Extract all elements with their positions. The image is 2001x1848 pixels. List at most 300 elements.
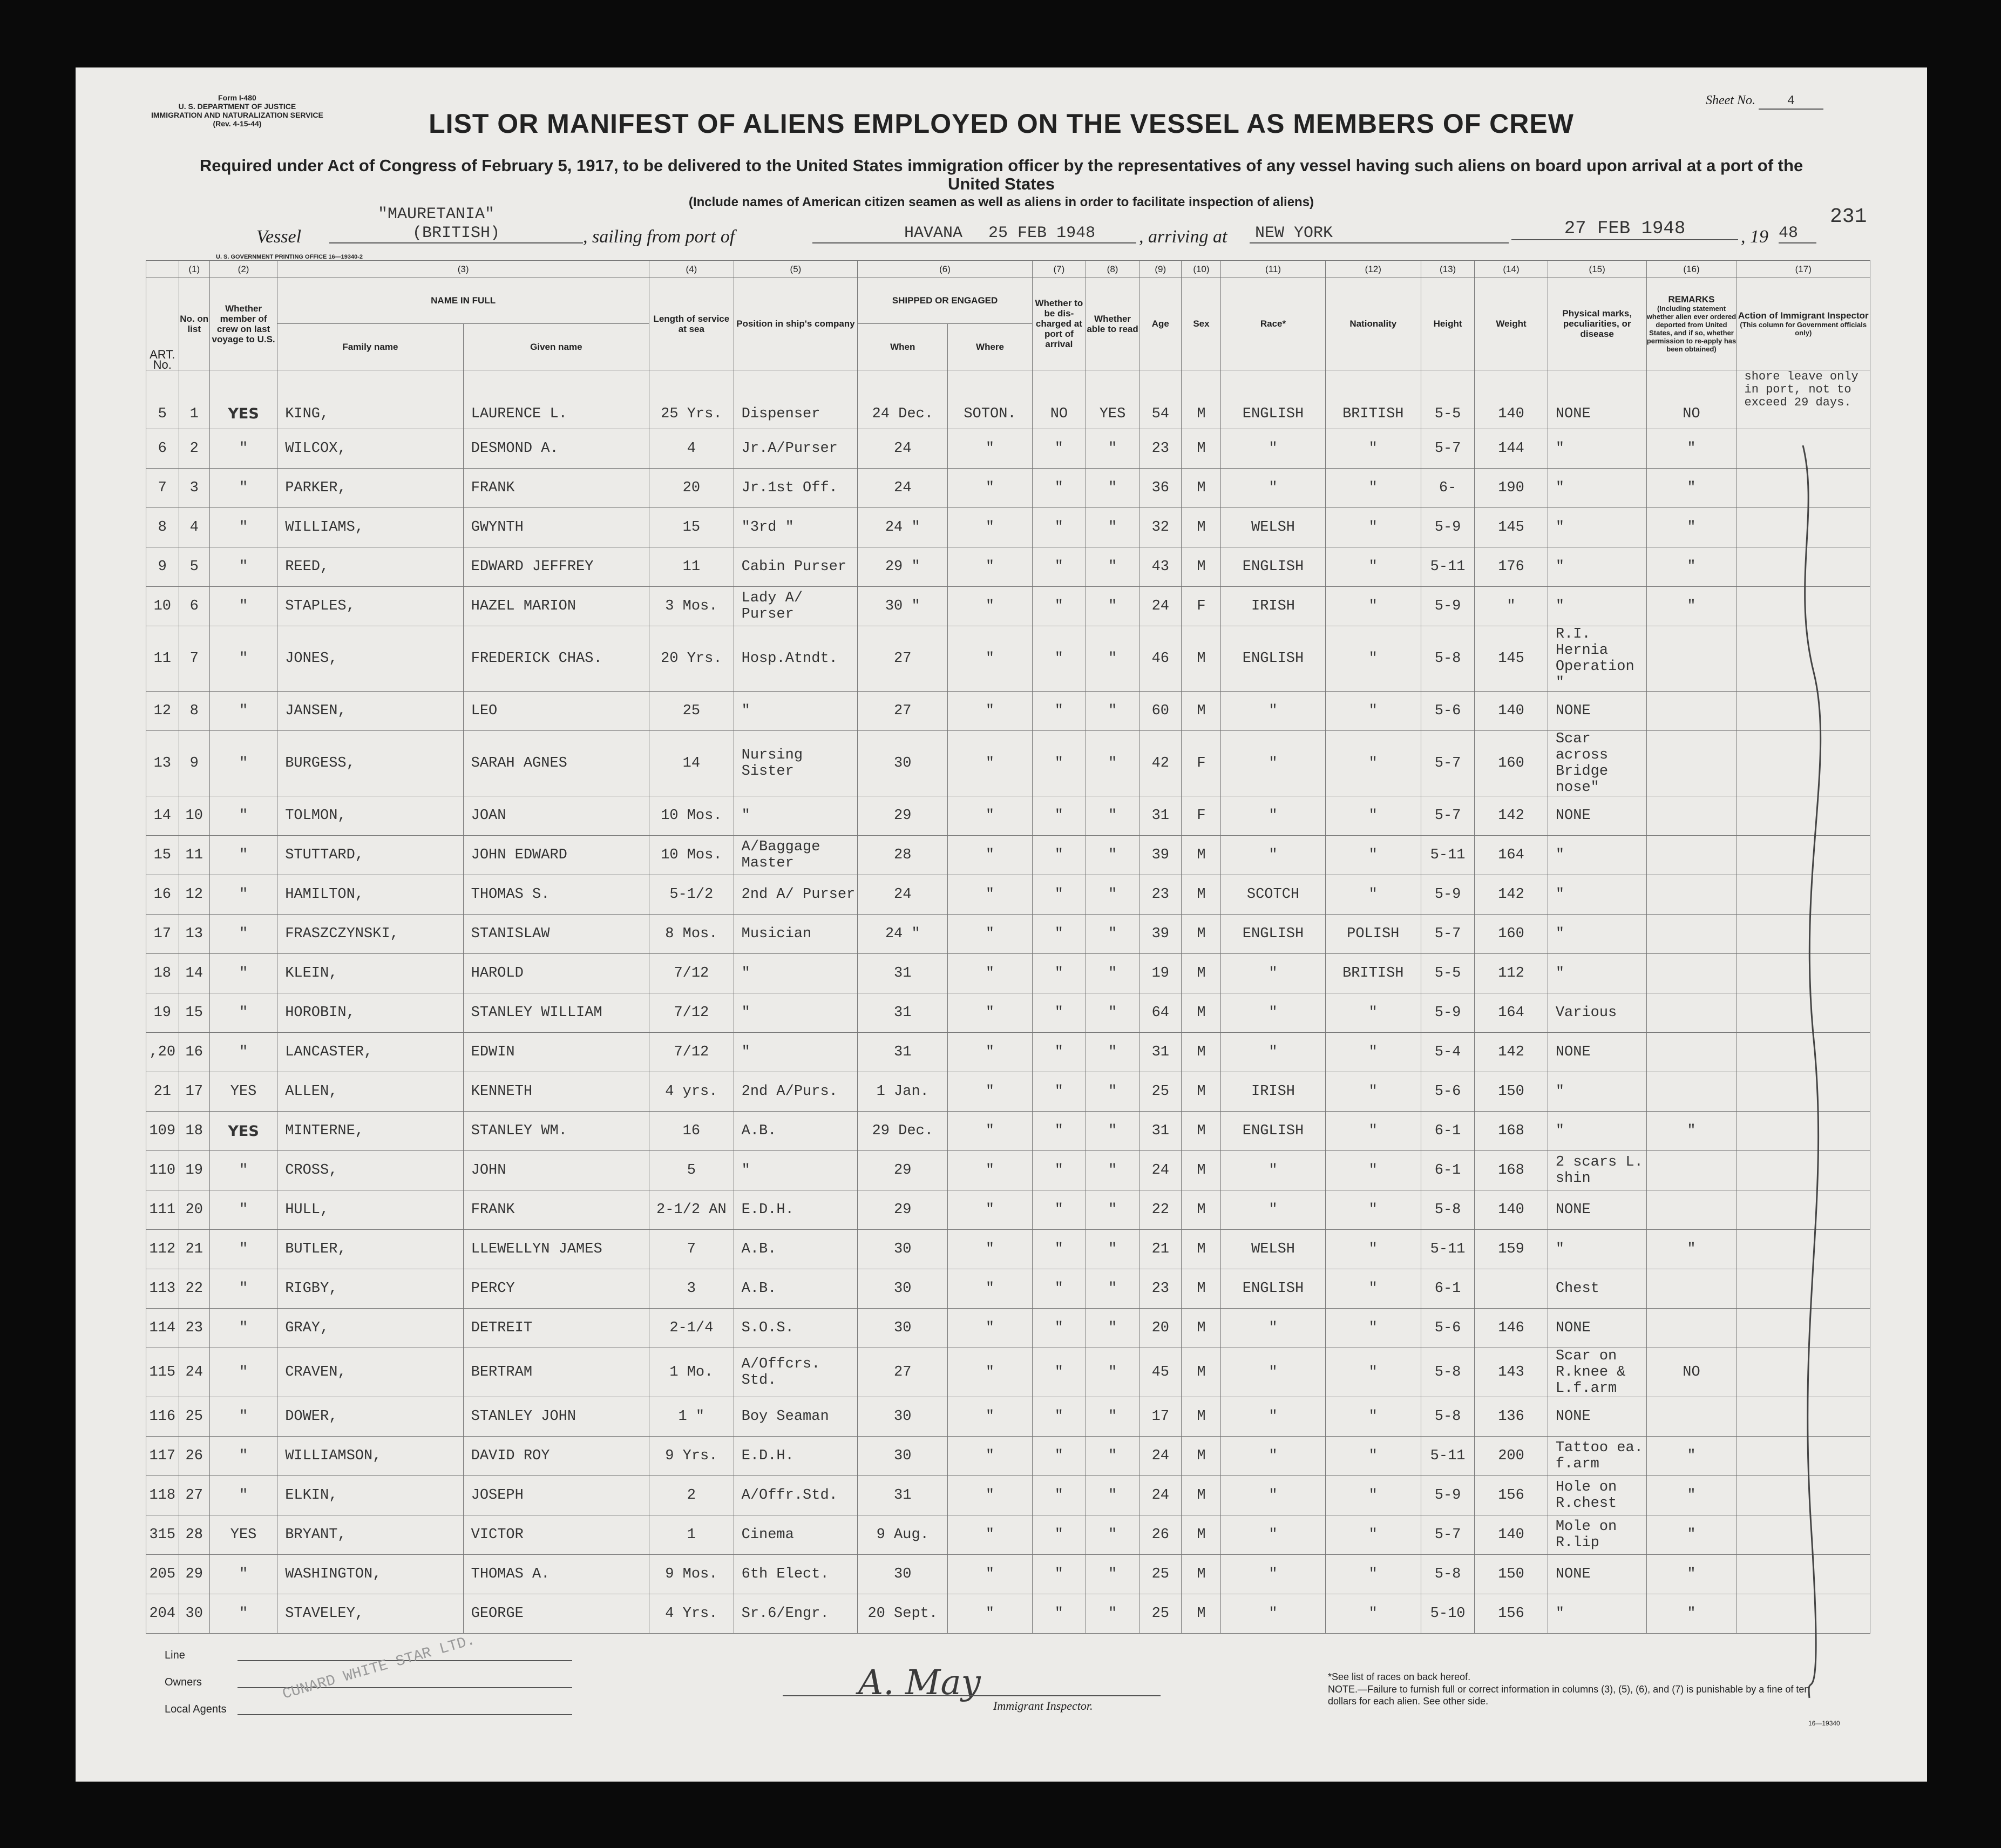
cell-able-to-read: " [1086,508,1139,547]
cell-service-length: 25 Yrs. [649,370,734,429]
cell-family-name: RIGBY, [277,1269,463,1309]
cell-remarks: " [1646,547,1737,587]
cell-art-no: 18 [146,954,179,993]
cell-weight: 140 [1475,370,1548,429]
cell-weight: 156 [1475,1594,1548,1634]
cell-height: 5-5 [1421,370,1475,429]
cell-list-no: 12 [179,875,209,915]
cell-height: 5-7 [1421,1515,1475,1555]
cell-last-voyage: " [209,1309,277,1348]
cell-service-length: 14 [649,731,734,796]
cell-age: 26 [1139,1515,1182,1555]
cell-discharged: " [1032,1476,1086,1515]
cell-remarks [1646,836,1737,875]
form-number: Form I-480 [218,93,256,102]
cell-shipped-where: " [948,1437,1033,1476]
form-code: 16—19340 [1808,1720,1840,1727]
cell-shipped-where: " [948,836,1033,875]
col-num-17: (17) [1737,261,1870,277]
cell-remarks [1646,1033,1737,1072]
cell-shipped-where: " [948,1476,1033,1515]
cell-physical-marks: R.I. Hernia Operation " [1548,626,1646,692]
cell-able-to-read: " [1086,1594,1139,1634]
col-num-2: (2) [209,261,277,277]
cell-position: " [734,796,858,836]
cell-sex: M [1182,1348,1221,1397]
cell-family-name: WASHINGTON, [277,1555,463,1594]
cell-given-name: EDWIN [463,1033,649,1072]
cell-given-name: LLEWELLYN JAMES [463,1230,649,1269]
table-row [146,954,1870,993]
cell-race: " [1221,692,1325,731]
cell-nationality: BRITISH [1325,370,1421,429]
cell-age: 25 [1139,1072,1182,1112]
cell-last-voyage: YES [209,1112,277,1151]
cell-remarks: NO [1646,1348,1737,1397]
cell-sex: F [1182,587,1221,626]
print-office: U. S. GOVERNMENT PRINTING OFFICE 16—19340-2 [216,254,363,260]
cell-race: " [1221,1309,1325,1348]
cell-position: Musician [734,915,858,954]
cell-discharged: " [1032,731,1086,796]
inspector-signature: A. May [858,1663,981,1703]
cell-list-no: 13 [179,915,209,954]
cell-given-name: KENNETH [463,1072,649,1112]
cell-shipped-where: " [948,954,1033,993]
cell-service-length: 7/12 [649,954,734,993]
cell-last-voyage: YES [209,370,277,429]
cell-list-no: 21 [179,1230,209,1269]
cell-weight: 150 [1475,1072,1548,1112]
header-sex: Sex [1182,277,1221,370]
cell-shipped-when: 27 [858,626,948,692]
header-nationality: Nationality [1325,277,1421,370]
cell-able-to-read: " [1086,692,1139,731]
cell-able-to-read: " [1086,993,1139,1033]
cell-service-length: 7 [649,1230,734,1269]
cell-physical-marks: NONE [1548,1309,1646,1348]
cell-sex: M [1182,1476,1221,1515]
cell-age: 45 [1139,1348,1182,1397]
cell-list-no: 16 [179,1033,209,1072]
cell-able-to-read: " [1086,1269,1139,1309]
cell-family-name: CROSS, [277,1151,463,1190]
cell-art-no: 9 [146,547,179,587]
cell-last-voyage: " [209,731,277,796]
crew-rows [146,370,1870,1634]
cell-able-to-read: " [1086,1112,1139,1151]
cell-nationality: " [1325,731,1421,796]
header-height: Height [1421,277,1475,370]
cell-race: " [1221,1348,1325,1397]
cell-age: 25 [1139,1555,1182,1594]
col-num-5: (5) [734,261,858,277]
cell-physical-marks: NONE [1548,1190,1646,1230]
cell-art-no: 7 [146,469,179,508]
cell-nationality: " [1325,993,1421,1033]
table-row [146,370,1870,429]
col-num-1: (1) [179,261,209,277]
header-shipped-engaged: SHIPPED OR ENGAGED [858,277,1033,324]
cell-height: 5-10 [1421,1594,1475,1634]
cell-family-name: FRASZCZYNSKI, [277,915,463,954]
cell-last-voyage: " [209,1348,277,1397]
cell-list-no: 14 [179,954,209,993]
cell-last-voyage: " [209,1230,277,1269]
cell-remarks: " [1646,1112,1737,1151]
cell-nationality: " [1325,1190,1421,1230]
cell-shipped-where: " [948,1033,1033,1072]
cell-position: 6th Elect. [734,1555,858,1594]
cell-able-to-read: " [1086,915,1139,954]
year-value: 48 [1779,224,1816,243]
cell-race: " [1221,1594,1325,1634]
cell-shipped-when: 31 [858,1033,948,1072]
table-row [146,993,1870,1033]
cell-sex: M [1182,1594,1221,1634]
cell-family-name: CRAVEN, [277,1348,463,1397]
cell-able-to-read: " [1086,1437,1139,1476]
cell-remarks [1646,954,1737,993]
cell-shipped-where: " [948,1309,1033,1348]
cell-list-no: 24 [179,1348,209,1397]
cell-position: 2nd A/ Purser [734,875,858,915]
cell-shipped-when: 30 [858,1437,948,1476]
cell-family-name: KING, [277,370,463,429]
cell-family-name: BUTLER, [277,1230,463,1269]
cell-physical-marks: " [1548,469,1646,508]
table-row [146,1072,1870,1112]
cell-race: SCOTCH [1221,875,1325,915]
cell-physical-marks: " [1548,954,1646,993]
cell-shipped-when: 27 [858,692,948,731]
cell-weight: 140 [1475,692,1548,731]
cell-weight: 142 [1475,875,1548,915]
cell-age: 60 [1139,692,1182,731]
cell-physical-marks: " [1548,587,1646,626]
col-num-6: (6) [858,261,1033,277]
department: U. S. DEPARTMENT OF JUSTICE [178,102,296,111]
cell-shipped-when: 28 [858,836,948,875]
cell-able-to-read: " [1086,469,1139,508]
cell-age: 39 [1139,915,1182,954]
cell-shipped-where: " [948,626,1033,692]
table-row [146,429,1870,469]
cell-weight: 164 [1475,836,1548,875]
cell-discharged: " [1032,1269,1086,1309]
sailing-port-field [812,224,1136,243]
cell-list-no: 5 [179,547,209,587]
cell-list-no: 8 [179,692,209,731]
cell-family-name: KLEIN, [277,954,463,993]
cell-physical-marks: NONE [1548,1033,1646,1072]
cell-nationality: " [1325,875,1421,915]
cell-physical-marks: Various [1548,993,1646,1033]
cell-last-voyage: " [209,1033,277,1072]
cell-sex: M [1182,1190,1221,1230]
table-row [146,1112,1870,1151]
table-row [146,875,1870,915]
cell-remarks [1646,1190,1737,1230]
cell-position: A/Baggage Master [734,836,858,875]
cell-shipped-where: " [948,993,1033,1033]
cell-sex: F [1182,731,1221,796]
cell-nationality: " [1325,1348,1421,1397]
cell-sex: M [1182,1515,1221,1555]
cell-remarks: " [1646,1230,1737,1269]
cell-nationality: " [1325,1112,1421,1151]
cell-given-name: LEO [463,692,649,731]
cell-nationality: " [1325,1033,1421,1072]
cell-last-voyage: " [209,587,277,626]
sheet-number-value: 4 [1759,94,1823,110]
cell-physical-marks: " [1548,1072,1646,1112]
cell-shipped-when: 24 [858,875,948,915]
cell-last-voyage: YES [209,1072,277,1112]
cell-given-name: THOMAS S. [463,875,649,915]
cell-weight: 200 [1475,1437,1548,1476]
cell-age: 42 [1139,731,1182,796]
cell-height: 6-1 [1421,1151,1475,1190]
page-id: 231 [1830,205,1867,228]
cell-given-name: GWYNTH [463,508,649,547]
cell-discharged: " [1032,1112,1086,1151]
cell-last-voyage: YES [209,1515,277,1555]
cell-age: 64 [1139,993,1182,1033]
cell-able-to-read: " [1086,1348,1139,1397]
cell-shipped-where: " [948,915,1033,954]
cell-discharged: " [1032,1515,1086,1555]
cell-family-name: WILCOX, [277,429,463,469]
cell-remarks: " [1646,508,1737,547]
cell-art-no: 15 [146,836,179,875]
header-discharged: Whether to be dis-charged at port of arrival [1032,277,1086,370]
cell-art-no: 113 [146,1269,179,1309]
cell-family-name: TOLMON, [277,796,463,836]
cell-weight: " [1475,587,1548,626]
cell-remarks [1646,692,1737,731]
cell-race: ENGLISH [1221,370,1325,429]
cell-able-to-read: " [1086,587,1139,626]
cell-family-name: GRAY, [277,1309,463,1348]
cell-art-no: 116 [146,1397,179,1437]
cell-able-to-read: " [1086,626,1139,692]
cell-art-no: 112 [146,1230,179,1269]
cell-sex: M [1182,993,1221,1033]
cell-able-to-read: " [1086,1151,1139,1190]
cell-list-no: 1 [179,370,209,429]
cell-nationality: " [1325,508,1421,547]
cell-nationality: " [1325,1515,1421,1555]
table-row [146,469,1870,508]
cell-shipped-where: " [948,1594,1033,1634]
cell-family-name: BRYANT, [277,1515,463,1555]
cell-shipped-when: 29 [858,1190,948,1230]
cell-service-length: 4 Yrs. [649,1594,734,1634]
col-num-12: (12) [1325,261,1421,277]
cell-physical-marks: Scar across Bridge nose" [1548,731,1646,796]
cell-weight [1475,1269,1548,1309]
cell-race: ENGLISH [1221,1112,1325,1151]
cell-shipped-where: " [948,731,1033,796]
cell-nationality: " [1325,547,1421,587]
cell-race: " [1221,1437,1325,1476]
document-subtitle: Required under Act of Congress of February 5, 1917, to be delivered to the United States immigration officer by the representatives of any vessel having such aliens on board upon arrival at a port of the United States [199,156,1803,193]
cell-sex: M [1182,1269,1221,1309]
table-row [146,587,1870,626]
cell-sex: M [1182,469,1221,508]
cell-discharged: " [1032,1309,1086,1348]
cell-sex: M [1182,875,1221,915]
cell-discharged: " [1032,915,1086,954]
cell-service-length: 7/12 [649,993,734,1033]
action-column-line [1781,445,1846,1703]
cell-position: " [734,993,858,1033]
cell-remarks [1646,731,1737,796]
col-art [146,261,179,277]
cell-service-length: 5-1/2 [649,875,734,915]
cell-nationality: " [1325,1437,1421,1476]
cell-height: 5-9 [1421,875,1475,915]
cell-art-no: 117 [146,1437,179,1476]
cell-last-voyage: " [209,469,277,508]
cell-remarks: " [1646,1437,1737,1476]
cell-family-name: PARKER, [277,469,463,508]
cell-race: " [1221,731,1325,796]
cell-family-name: ELKIN, [277,1476,463,1515]
cell-given-name: HAZEL MARION [463,587,649,626]
cell-race: ENGLISH [1221,626,1325,692]
cell-family-name: JANSEN, [277,692,463,731]
cell-art-no: 111 [146,1190,179,1230]
cell-art-no: 110 [146,1151,179,1190]
cell-given-name: FREDERICK CHAS. [463,626,649,692]
cell-family-name: STUTTARD, [277,836,463,875]
cell-service-length: 20 [649,469,734,508]
cell-height: 5-9 [1421,993,1475,1033]
cell-given-name: STANISLAW [463,915,649,954]
table-row [146,1230,1870,1269]
cell-weight: 144 [1475,429,1548,469]
cell-discharged: " [1032,469,1086,508]
cell-physical-marks: " [1548,1594,1646,1634]
cell-art-no: 6 [146,429,179,469]
cell-age: 36 [1139,469,1182,508]
cell-shipped-when: 30 [858,1230,948,1269]
cell-family-name: HULL, [277,1190,463,1230]
col-num-11: (11) [1221,261,1325,277]
cell-weight: 143 [1475,1348,1548,1397]
manifest-sheet [76,67,1927,1782]
cell-given-name: DESMOND A. [463,429,649,469]
table-row [146,547,1870,587]
cell-height: 5-6 [1421,692,1475,731]
cell-sex: M [1182,370,1221,429]
cell-service-length: 4 [649,429,734,469]
header-remarks [1646,277,1737,370]
cell-sex: M [1182,508,1221,547]
cell-shipped-when: 30 [858,1397,948,1437]
cell-age: 43 [1139,547,1182,587]
cell-shipped-where: " [948,1555,1033,1594]
cell-list-no: 4 [179,508,209,547]
cell-service-length: 25 [649,692,734,731]
table-row [146,836,1870,875]
cell-family-name: DOWER, [277,1397,463,1437]
cell-shipped-where: " [948,587,1033,626]
cell-height: 5-9 [1421,508,1475,547]
cell-weight: 150 [1475,1555,1548,1594]
cell-remarks [1646,796,1737,836]
header-length-service: Length of service at sea [649,277,734,370]
cell-given-name: SARAH AGNES [463,731,649,796]
cell-race: " [1221,1476,1325,1515]
cell-shipped-when: 24 " [858,508,948,547]
cell-list-no: 11 [179,836,209,875]
cell-position: "3rd " [734,508,858,547]
cell-family-name: BURGESS, [277,731,463,796]
cell-shipped-when: 31 [858,954,948,993]
cell-position: Jr.1st Off. [734,469,858,508]
cell-nationality: " [1325,1309,1421,1348]
cell-art-no: 16 [146,875,179,915]
cell-shipped-where: " [948,1348,1033,1397]
header-able-to-read: Whether able to read [1086,277,1139,370]
cell-family-name: WILLIAMSON, [277,1437,463,1476]
cell-list-no: 2 [179,429,209,469]
cell-discharged: " [1032,836,1086,875]
cell-sex: M [1182,1555,1221,1594]
cell-service-length: 1 [649,1515,734,1555]
cell-remarks: " [1646,1555,1737,1594]
cell-age: 17 [1139,1397,1182,1437]
cell-nationality: " [1325,587,1421,626]
cell-shipped-when: 29 Dec. [858,1112,948,1151]
cell-list-no: 15 [179,993,209,1033]
cell-given-name: JOHN EDWARD [463,836,649,875]
cell-shipped-when: 29 [858,1151,948,1190]
cell-art-no: 115 [146,1348,179,1397]
cell-physical-marks: NONE [1548,1397,1646,1437]
cell-last-voyage: " [209,993,277,1033]
cell-able-to-read: " [1086,429,1139,469]
cell-last-voyage: " [209,1397,277,1437]
cell-shipped-where: " [948,1190,1033,1230]
cell-able-to-read: " [1086,1476,1139,1515]
cell-shipped-when: 27 [858,1348,948,1397]
table-row [146,1437,1870,1476]
cell-weight: 156 [1475,1476,1548,1515]
cell-race: " [1221,1190,1325,1230]
cell-age: 24 [1139,1151,1182,1190]
cell-sex: M [1182,429,1221,469]
cell-weight: 160 [1475,731,1548,796]
cell-list-no: 19 [179,1151,209,1190]
cell-height: 5-11 [1421,836,1475,875]
cell-service-length: 16 [649,1112,734,1151]
cell-discharged: " [1032,954,1086,993]
cell-shipped-where: " [948,692,1033,731]
inspector-line [783,1695,1161,1696]
cell-sex: M [1182,954,1221,993]
cell-weight: 136 [1475,1397,1548,1437]
cell-given-name: EDWARD JEFFREY [463,547,649,587]
cell-height: 5-8 [1421,1555,1475,1594]
cell-age: 31 [1139,1033,1182,1072]
cell-physical-marks: " [1548,429,1646,469]
sailing-date: 25 FEB 1948 [988,224,1096,242]
cell-weight: 146 [1475,1309,1548,1348]
